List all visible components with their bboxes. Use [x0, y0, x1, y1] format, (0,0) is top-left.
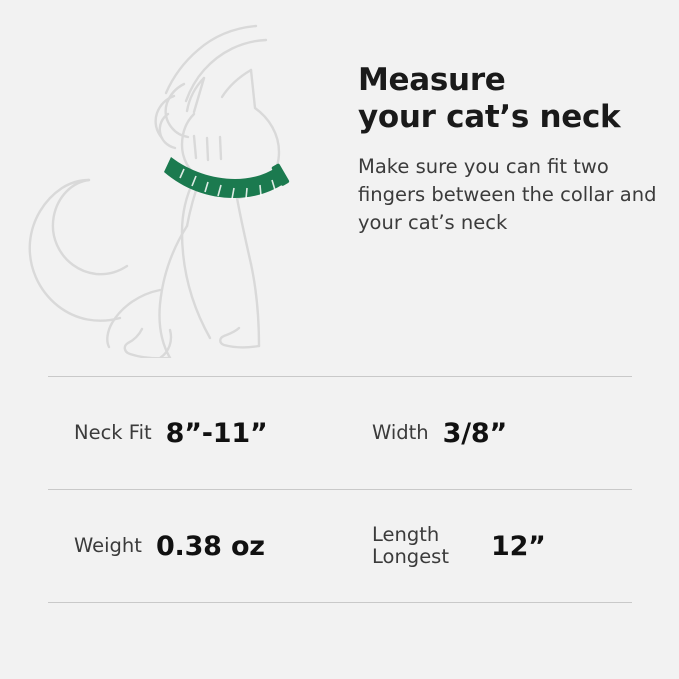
subcopy-text: Make sure you can fit two fingers between the collar and your cat’s neck: [358, 155, 657, 234]
spec-table: [48, 376, 632, 603]
table-row: [48, 490, 632, 602]
spec-neck-fit: [48, 418, 348, 449]
spec-value: 12”: [491, 530, 546, 562]
spec-weight: [48, 531, 348, 562]
spec-label: Width: [372, 420, 429, 444]
spec-label: Neck Fit: [74, 420, 152, 444]
spec-value: 3/8”: [442, 417, 508, 449]
spec-length-longest: [348, 524, 632, 569]
spec-label: Weight: [74, 533, 142, 557]
spec-width: [348, 418, 632, 449]
cat-with-collar-and-hand-illustration: [8, 18, 348, 358]
headline-block: [358, 62, 658, 236]
spec-value: 0.38 oz: [155, 530, 265, 562]
headline-line-1: Measure: [358, 62, 506, 98]
headline-line-2: your cat’s neck: [358, 98, 621, 135]
spec-value: 8”-11”: [165, 417, 268, 449]
page-title: [358, 62, 658, 135]
spec-label: Length Longest: [372, 522, 449, 568]
table-row: [48, 377, 632, 489]
table-divider-bottom: [48, 602, 632, 603]
collar-graphic: [164, 157, 290, 199]
